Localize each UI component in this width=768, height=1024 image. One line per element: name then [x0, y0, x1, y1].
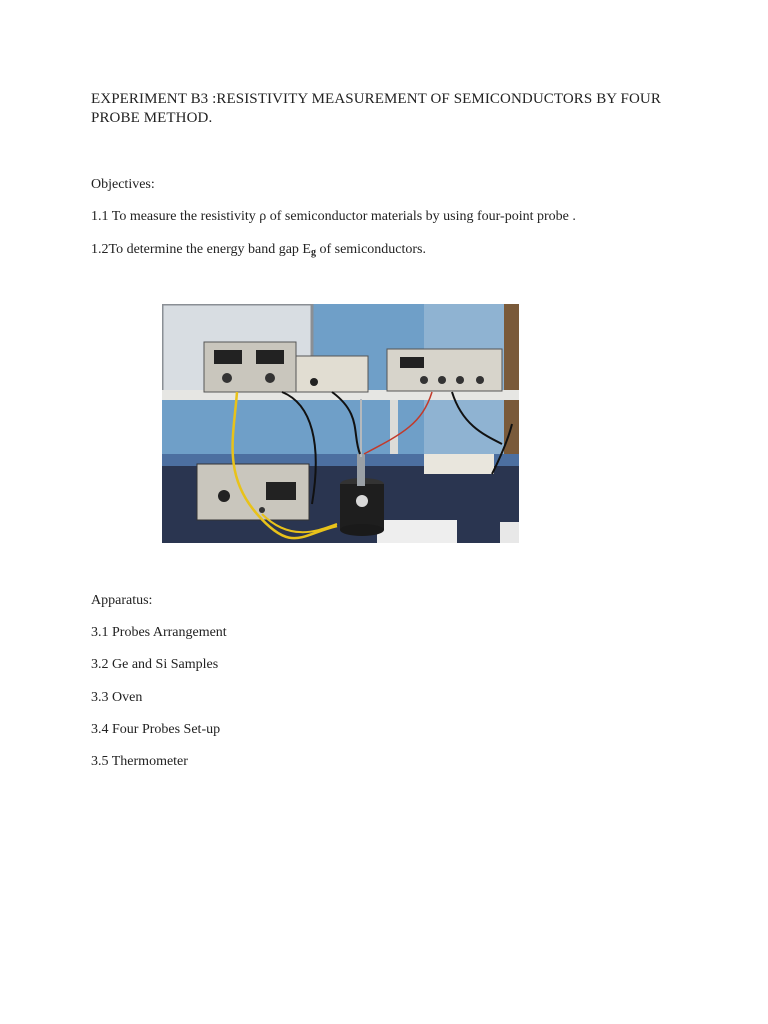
objectives-heading: Objectives:: [91, 177, 155, 192]
objective-item-1: 1.1 To measure the resistivity ρ of semiconductor materials by using four-point probe .: [91, 209, 576, 224]
objective-item-2: [91, 241, 426, 262]
apparatus-item-5: 3.5 Thermometer: [91, 754, 188, 769]
apparatus-item-4: 3.4 Four Probes Set-up: [91, 722, 221, 737]
energy-gap-subscript: g: [310, 247, 316, 258]
apparatus-item-3: 3.3 Oven: [91, 690, 143, 705]
apparatus-heading: Apparatus:: [91, 593, 153, 608]
four-probe-setup-photo: [162, 304, 519, 543]
objective-item-2-text: 1.2To determine the energy band gap E: [91, 242, 311, 257]
apparatus-item-1: 3.1 Probes Arrangement: [91, 625, 227, 640]
lab-equipment-illustration: [162, 304, 519, 543]
objective-item-2-tail: of semiconductors.: [315, 242, 426, 257]
apparatus-item-2: 3.2 Ge and Si Samples: [91, 657, 219, 672]
experiment-title: EXPERIMENT B3 :RESISTIVITY MEASUREMENT OF SEMICONDUCTORS BY FOUR PROBE METHOD.: [91, 91, 661, 126]
